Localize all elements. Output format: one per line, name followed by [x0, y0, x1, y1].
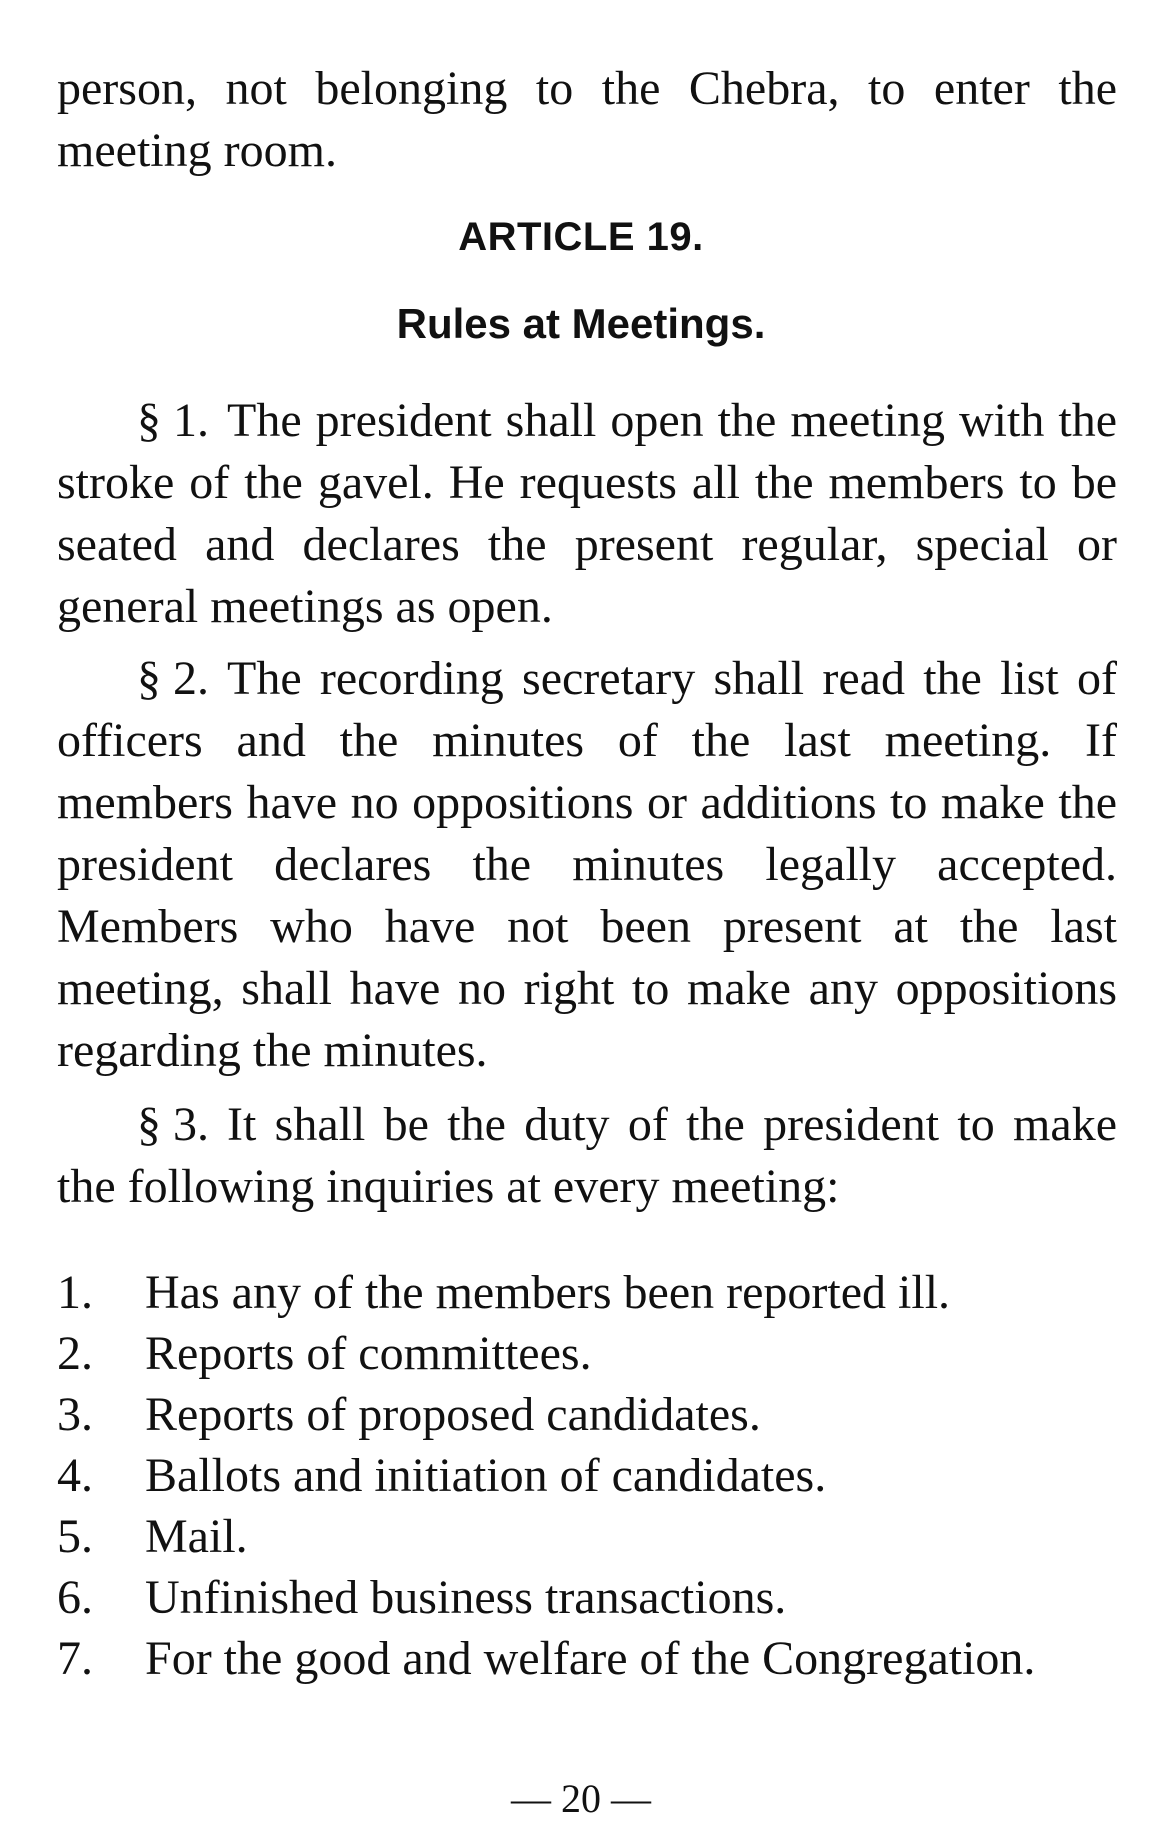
list-item — [57, 1323, 1127, 1384]
inquiries-list — [57, 1262, 1127, 1689]
list-item-text: Reports of committees. — [145, 1327, 592, 1380]
list-item-number: 6. — [57, 1571, 93, 1624]
section-1-marker: § 1. — [137, 394, 209, 447]
list-item — [57, 1628, 1127, 1689]
section-1-text: The president shall open the meeting with the stroke of the gavel. He requests all the members to be seated and declares the present regular, special or general meetings as open. — [57, 394, 1117, 633]
list-item-text: For the good and welfare of the Congregation. — [145, 1632, 1036, 1685]
section-3-marker: § 3. — [137, 1098, 209, 1151]
list-item-text: Ballots and initiation of candidates. — [145, 1449, 827, 1502]
list-item-number: 5. — [57, 1510, 93, 1563]
section-2-paragraph — [57, 648, 1117, 1082]
article-heading: ARTICLE 19. — [458, 215, 704, 259]
list-item-number: 7. — [57, 1632, 93, 1685]
list-item — [57, 1506, 1127, 1567]
section-1-paragraph — [57, 390, 1117, 638]
list-item-text: Reports of proposed candidates. — [145, 1388, 761, 1441]
section-2-marker: § 2. — [137, 652, 209, 705]
section-2 — [57, 648, 1117, 1082]
list-item-text: Mail. — [145, 1510, 248, 1563]
intro-paragraph: person, not belonging to the Chebra, to enter the meeting room. — [57, 62, 1117, 177]
list-item-number: 2. — [57, 1327, 93, 1380]
list-item-number: 1. — [57, 1266, 93, 1319]
list-item-text: Unfinished business transactions. — [145, 1571, 787, 1624]
page-number: — 20 — — [511, 1776, 651, 1821]
list-item-number: 3. — [57, 1388, 93, 1441]
intro-paragraph-block — [57, 58, 1117, 182]
section-3 — [57, 1094, 1117, 1218]
list-item — [57, 1384, 1127, 1445]
list-item-text: Has any of the members been reported ill. — [145, 1266, 951, 1319]
article-title: Rules at Meetings. — [396, 300, 766, 347]
section-1 — [57, 390, 1117, 638]
section-3-paragraph — [57, 1094, 1117, 1218]
section-2-text: The recording secretary shall read the list of officers and the minutes of the last meeting. If members have no oppositions or additions to make the president declares the minutes legally accepted. Members who have not been present at the last meeting, shall have no right to make any oppositions regarding the minutes. — [57, 652, 1117, 1077]
section-3-text: It shall be the duty of the president to make the following inquiries at every meeting: — [57, 1098, 1117, 1213]
list-item — [57, 1262, 1127, 1323]
list-item — [57, 1445, 1127, 1506]
list-item-number: 4. — [57, 1449, 93, 1502]
list-item — [57, 1567, 1127, 1628]
